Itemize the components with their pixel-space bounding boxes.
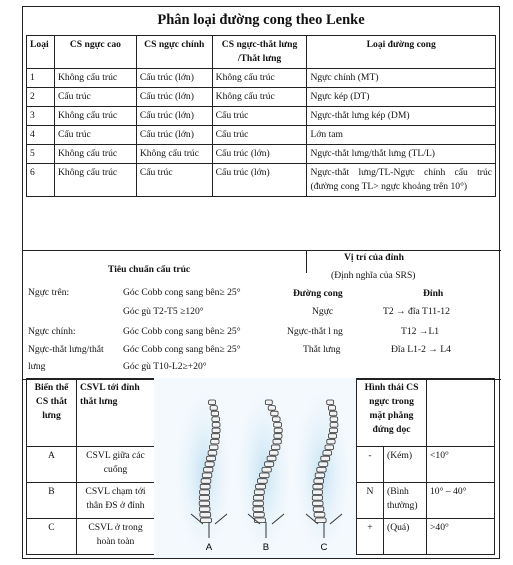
vertebra	[328, 406, 335, 411]
table-row	[27, 69, 496, 88]
cell: CSVL chạm tới thân ĐS ở đỉnh	[77, 483, 155, 519]
vertebra	[207, 456, 216, 461]
vertebra	[330, 411, 337, 416]
lenke-classification-sheet	[22, 6, 500, 559]
apex-curve: Ngực	[312, 306, 334, 317]
cell: Cấu trúc (lớn)	[136, 107, 212, 126]
criteria-label: Ngực chính:	[28, 326, 76, 337]
cell: Cấu trúc (lớn)	[136, 126, 212, 145]
cell: 5	[27, 145, 55, 164]
spine-label-a: A	[205, 542, 213, 553]
spine-label-c: C	[320, 542, 328, 553]
criteria-value: Góc Cobb cong sang bên≥ 25°	[123, 326, 241, 337]
cell: N	[357, 483, 384, 519]
cell: Cấu trúc (lớn)	[212, 164, 307, 197]
apex-heading: Vị trí của đỉnh	[344, 252, 404, 263]
cell: Ngực chính (MT)	[307, 69, 496, 88]
vertebra	[260, 473, 270, 478]
vertebra	[325, 445, 334, 450]
table-row	[27, 519, 155, 555]
vertebra	[253, 507, 264, 512]
cell: Ngực-thắt lưng/thắt lưng (TL/L)	[307, 145, 496, 164]
apex-curve: Ngực-thắt l ng	[287, 326, 343, 337]
cell: Cấu trúc (lớn)	[136, 69, 212, 88]
vertebra	[314, 479, 324, 484]
criteria-apex-section	[23, 250, 501, 380]
vertebra	[253, 496, 263, 501]
lenke-type-table	[26, 35, 496, 197]
table-row	[357, 483, 495, 519]
table-row	[27, 447, 155, 483]
lumbar-modifier-table	[26, 378, 155, 555]
spine-illustration	[154, 378, 356, 558]
vertebra	[328, 434, 336, 439]
criteria-label: Ngực-thắt lưng/thắt	[28, 344, 104, 355]
cell: 1	[27, 69, 55, 88]
vertebra	[313, 484, 323, 489]
criteria-label: Ngực trên:	[28, 287, 70, 298]
header-upper-thoracic: CS ngực cao	[54, 36, 136, 69]
cell: 2	[27, 88, 55, 107]
page-title: Phân loại đường cong theo Lenke	[157, 12, 365, 28]
spine-diagram	[154, 378, 356, 558]
vertebra	[262, 467, 271, 472]
apex-apex-header: Đỉnh	[423, 288, 444, 299]
apex-curve: Thắt lưng	[303, 344, 341, 355]
header-sagittal: Hình thái CS ngực trong mặt phẳng đứng dọc	[357, 379, 427, 447]
header-curve-type: Loại đường cong	[307, 36, 496, 69]
cell: B	[27, 483, 77, 519]
cell: -	[357, 447, 384, 483]
table-row	[27, 126, 496, 145]
vertebra	[256, 484, 266, 489]
cell: 4	[27, 126, 55, 145]
cell: CSVL ở trong hoàn toàn	[77, 519, 155, 555]
vertebra	[315, 518, 326, 523]
table-row	[357, 519, 495, 555]
table-row	[27, 145, 496, 164]
table-header-row	[27, 379, 155, 447]
vertebra	[323, 451, 332, 456]
vertebra	[271, 445, 280, 450]
vertebra	[314, 512, 325, 517]
cell: Cấu trúc	[212, 126, 307, 145]
vertebra	[201, 479, 211, 484]
cell: Ngực-thắt lưng/TL-Ngực chính cấu trúc (đường cong TL> ngực khoảng trên 10°)	[307, 164, 496, 197]
vertebra	[327, 400, 334, 405]
cell: Cấu trúc	[136, 164, 212, 197]
table-header-row	[357, 379, 495, 447]
vertebra	[268, 406, 275, 411]
cell: 3	[27, 107, 55, 126]
vertebra	[265, 400, 272, 405]
vertebra	[211, 411, 218, 416]
vertebra	[212, 428, 220, 433]
vertebra	[274, 428, 282, 433]
cell: Không cấu trúc	[54, 145, 136, 164]
cell: Cấu trúc	[54, 126, 136, 145]
table-row	[357, 447, 495, 483]
criteria-label: lưng	[28, 361, 46, 372]
vertebra	[202, 473, 212, 478]
vertebra	[312, 490, 322, 495]
vertebra	[313, 501, 323, 506]
vertebra	[313, 507, 324, 512]
cell: >40°	[427, 519, 495, 555]
table-row	[27, 107, 496, 126]
vertebra	[200, 490, 210, 495]
apex-subheading: (Định nghĩa của SRS)	[331, 270, 416, 281]
vertebra	[265, 462, 274, 467]
cell: Không cấu trúc	[54, 69, 136, 88]
apex-value: T12 →L1	[401, 326, 440, 337]
criteria-value: Góc Cobb cong sang bên≥ 25°	[123, 287, 241, 298]
apex-curve-header: Đường cong	[293, 288, 343, 299]
vertebra	[205, 462, 214, 467]
sagittal-modifier-table	[356, 378, 495, 555]
cell: Ngực kép (DT)	[307, 88, 496, 107]
cell: CSVL giữa các cuống	[77, 447, 155, 483]
vertebra	[315, 473, 325, 478]
vertebra	[204, 467, 213, 472]
cell: Không cấu trúc	[136, 145, 212, 164]
cell: Cấu trúc (lớn)	[212, 145, 307, 164]
vertebra	[210, 445, 219, 450]
header-thoracolumbar: CS ngực-thắt lưng /Thắt lưng	[212, 36, 307, 69]
apex-value: T2 → đĩa T11-12	[383, 306, 450, 317]
cell: C	[27, 519, 77, 555]
vertebra	[212, 423, 220, 428]
vertebra	[273, 417, 281, 422]
cell: Không cấu trúc	[212, 69, 307, 88]
cell: <10°	[427, 447, 495, 483]
vertebra	[210, 406, 217, 411]
vertebra	[201, 518, 212, 523]
criteria-value: Góc gù T2-T5 ≥120°	[123, 306, 204, 317]
table-row	[27, 88, 496, 107]
vertebra	[267, 456, 276, 461]
vertebra	[274, 434, 282, 439]
vertebra	[212, 434, 220, 439]
cell: (Kém)	[384, 447, 427, 483]
cell: (Bình thường)	[384, 483, 427, 519]
cell: Không cấu trúc	[212, 88, 307, 107]
cell: Cấu trúc	[54, 88, 136, 107]
cell: +	[357, 519, 384, 555]
vertebra	[274, 423, 282, 428]
header-csvl: CSVL tới đỉnh thắt lưng	[77, 379, 155, 447]
vertebra	[273, 439, 281, 444]
section-divider	[306, 251, 307, 273]
vertebra	[200, 484, 210, 489]
vertebra	[312, 496, 322, 501]
cell: Không cấu trúc	[54, 164, 136, 197]
vertebra	[212, 417, 220, 422]
header-type: Loại	[27, 36, 55, 69]
table-header-row	[27, 36, 496, 69]
vertebra	[254, 490, 264, 495]
cell: A	[27, 447, 77, 483]
vertebra	[208, 451, 217, 456]
vertebra	[199, 501, 209, 506]
header-lumbar-modifier: Biến thể CS thắt lưng	[27, 379, 77, 447]
vertebra	[330, 428, 338, 433]
cell: Cấu trúc (lớn)	[136, 88, 212, 107]
vertebra	[199, 496, 209, 501]
cell: Không cấu trúc	[54, 107, 136, 126]
criteria-value: Góc gù T10-L2≥+20°	[123, 361, 207, 372]
cell: Cấu trúc	[212, 107, 307, 126]
cell: 6	[27, 164, 55, 197]
cell: (Quá)	[384, 519, 427, 555]
vertebra	[317, 467, 326, 472]
vertebra	[209, 400, 216, 405]
header-main-thoracic: CS ngực chính	[136, 36, 212, 69]
apex-value: Đĩa L1-2 → L4	[391, 344, 451, 355]
vertebra	[199, 507, 210, 512]
vertebra	[254, 512, 265, 517]
vertebra	[258, 479, 268, 484]
table-row	[27, 483, 155, 519]
cell: 10° – 40°	[427, 483, 495, 519]
vertebra	[319, 462, 328, 467]
table-row	[27, 164, 496, 197]
vertebra	[253, 501, 263, 506]
criteria-value: Góc Cobb cong sang bên≥ 25°	[123, 344, 241, 355]
vertebra	[327, 439, 335, 444]
vertebra	[321, 456, 330, 461]
header-empty	[427, 379, 495, 447]
cell: Lớn tam	[307, 126, 496, 145]
vertebra	[269, 451, 278, 456]
vertebra	[330, 423, 338, 428]
vertebra	[211, 439, 219, 444]
cell: Ngực-thắt lưng kép (DM)	[307, 107, 496, 126]
criteria-heading: Tiêu chuẩn cấu trúc	[108, 264, 191, 275]
spine-label-b: B	[262, 542, 270, 553]
vertebra	[330, 417, 338, 422]
vertebra	[200, 512, 211, 517]
vertebra	[271, 411, 278, 416]
